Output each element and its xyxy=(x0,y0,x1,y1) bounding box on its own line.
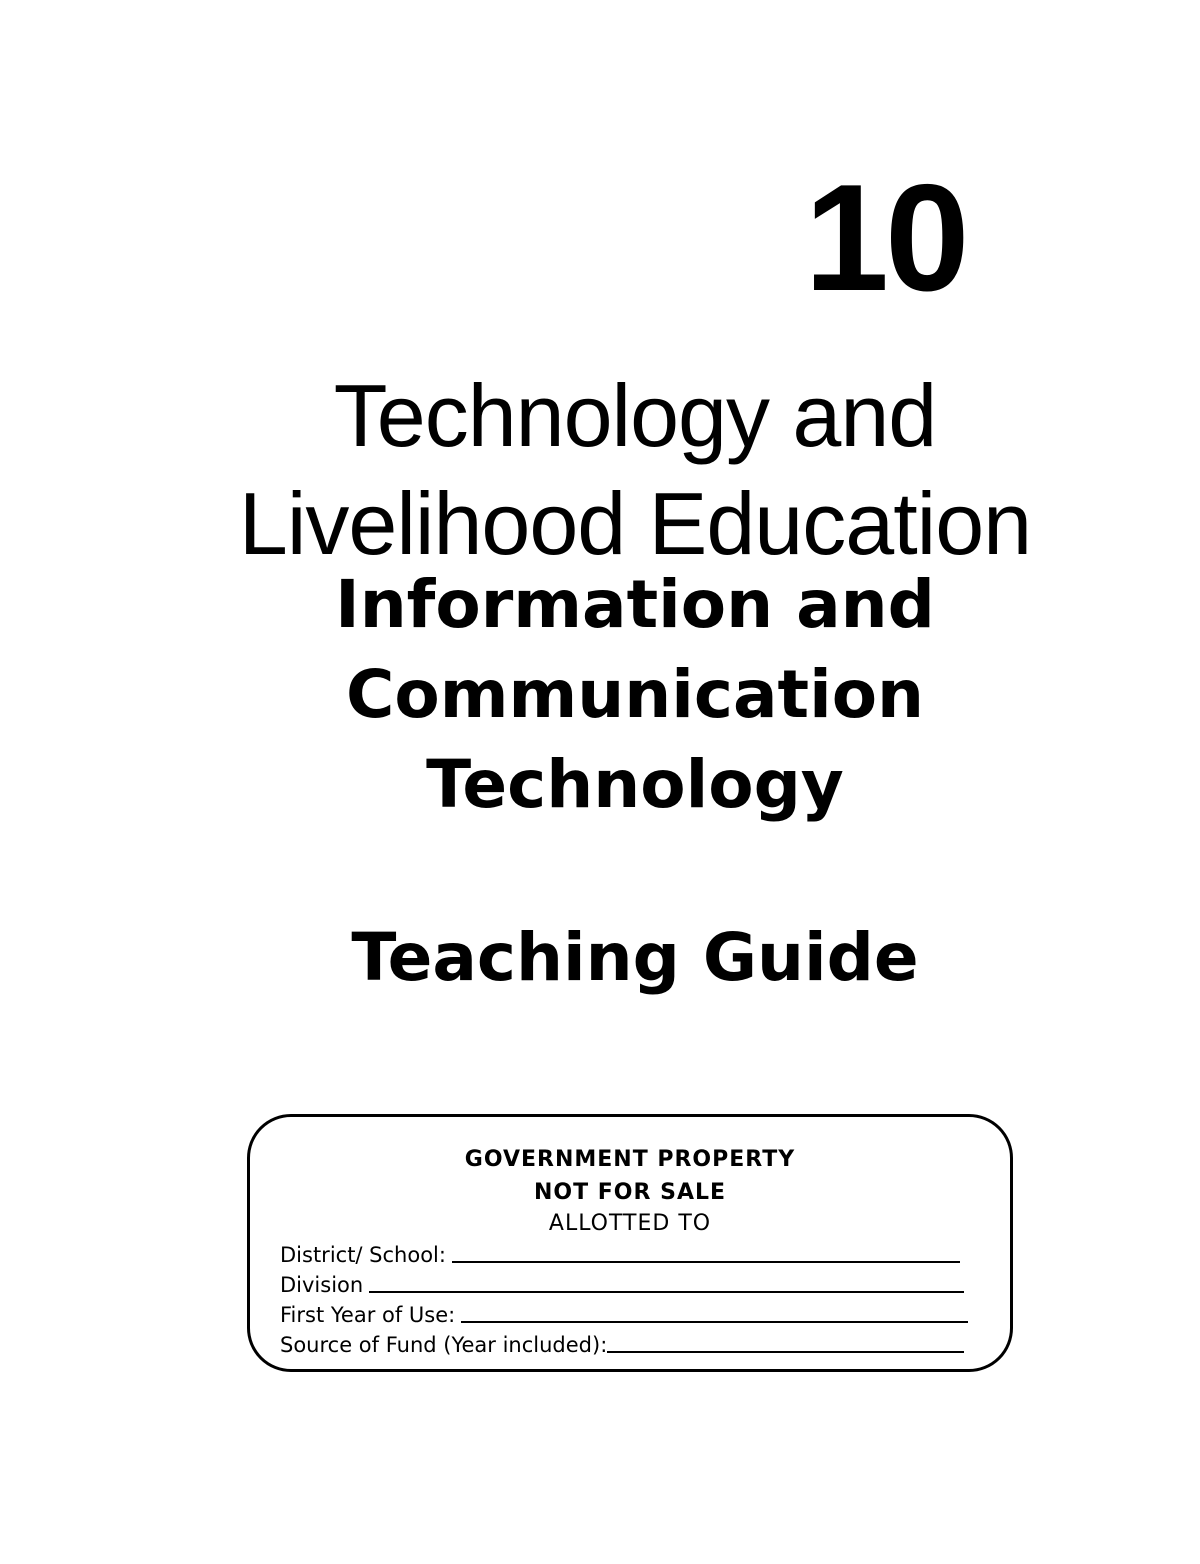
sub-title-line-2: Communication xyxy=(345,656,925,733)
sub-title-line-3: Technology xyxy=(426,746,844,823)
source-of-fund-blank[interactable] xyxy=(607,1331,964,1353)
sub-title-line-1: Information and xyxy=(335,566,935,643)
main-title xyxy=(200,362,1070,578)
district-school-blank[interactable] xyxy=(452,1241,960,1263)
allotted-to-heading: ALLOTTED TO xyxy=(548,1211,712,1236)
government-property-box xyxy=(247,1114,1013,1372)
first-year-of-use-label: First Year of Use: xyxy=(280,1303,456,1327)
source-of-fund-field xyxy=(280,1329,964,1357)
division-blank[interactable] xyxy=(369,1271,964,1293)
guide-title: Teaching Guide xyxy=(351,919,919,996)
property-heading: GOVERNMENT PROPERTY xyxy=(464,1147,796,1172)
main-title-line-2: Livelihood Education xyxy=(238,474,1032,573)
not-for-sale-heading: NOT FOR SALE xyxy=(533,1180,727,1205)
source-of-fund-label: Source of Fund (Year included): xyxy=(280,1333,608,1357)
district-school-label: District/ School: xyxy=(280,1243,446,1267)
district-school-field xyxy=(280,1239,960,1267)
first-year-of-use-field xyxy=(280,1299,968,1327)
division-field xyxy=(280,1269,964,1297)
first-year-of-use-blank[interactable] xyxy=(461,1301,968,1323)
grade-number: 10 xyxy=(804,153,966,323)
sub-title xyxy=(200,560,1070,830)
division-label: Division xyxy=(280,1273,364,1297)
main-title-line-1: Technology and xyxy=(333,366,937,465)
